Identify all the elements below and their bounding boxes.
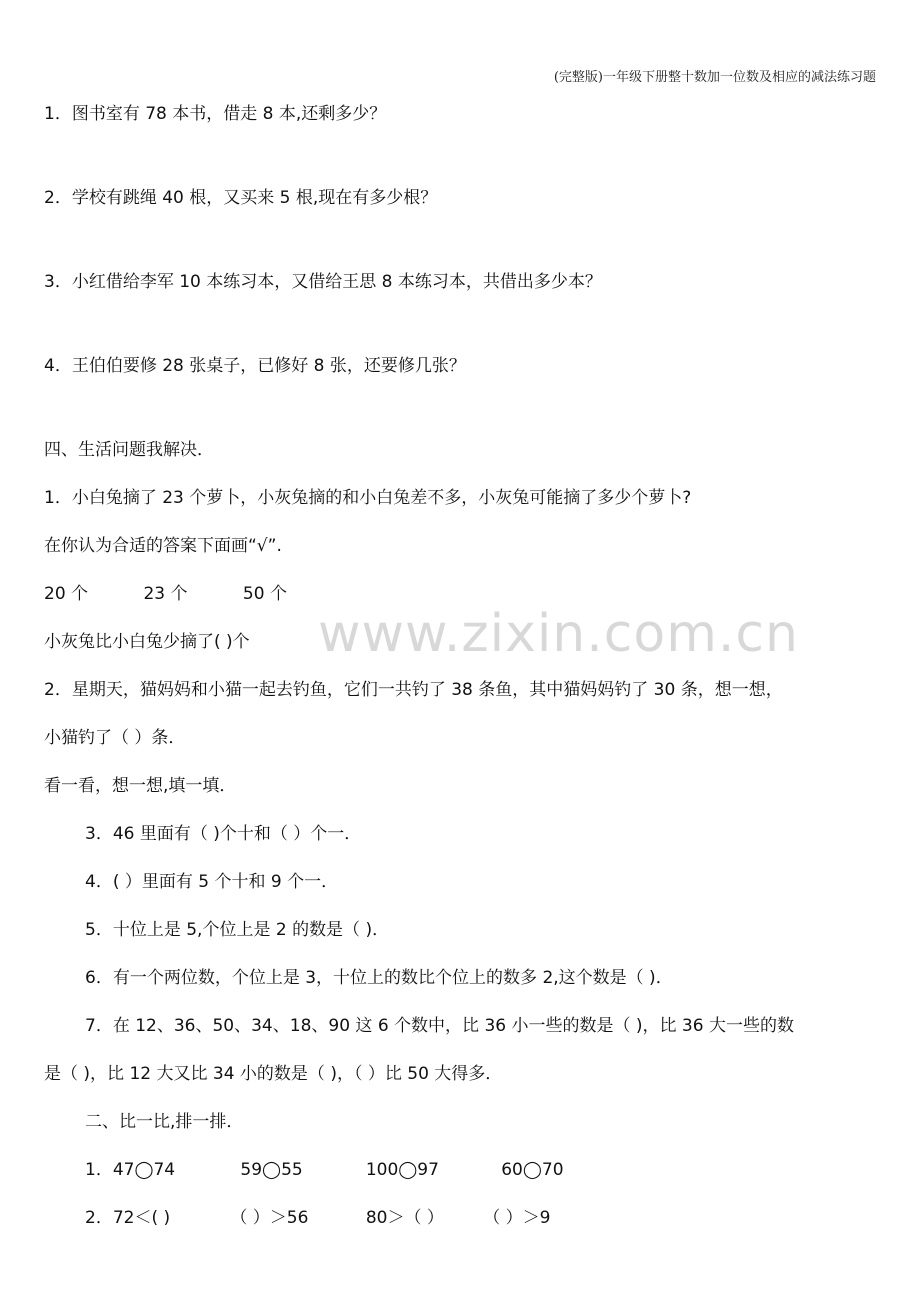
question-jump-ropes: 2．学校有跳绳 40 根，又买来 5 根,现在有多少根？ xyxy=(44,188,438,208)
order-item: （ ）＞9 xyxy=(483,1208,551,1228)
watermark: www.zixin.com.cn xyxy=(318,604,799,664)
answer-options xyxy=(44,582,287,606)
fill-question-4: 4．( ）里面有 5 个十和 9 个一． xyxy=(85,872,339,892)
order-item: 80＞（ ） xyxy=(365,1208,444,1228)
order-item: （ ）＞56 xyxy=(230,1208,309,1228)
option-20[interactable]: 20 个 xyxy=(44,584,89,604)
problem-rabbit-follow: 小灰兔比小白兔少摘了( )个 xyxy=(44,632,250,652)
option-50[interactable]: 50 个 xyxy=(242,584,287,604)
fill-question-6: 6．有一个两位数，个位上是 3，十位上的数比个位上的数多 2,这个数是（ )． xyxy=(85,968,673,988)
problem-rabbit-radishes: 1．小白兔摘了 23 个萝卜，小灰兔摘的和小白兔差不多，小灰兔可能摘了多少个萝卜? xyxy=(44,488,692,508)
fill-question-5: 5．十位上是 5,个位上是 2 的数是（ )． xyxy=(85,920,390,940)
section-title-life-problems: 四、生活问题我解决． xyxy=(44,440,214,460)
section-title-fill: 看一看，想一想,填一填． xyxy=(44,776,237,796)
question-desks: 4．王伯伯要修 28 张桌子，已修好 8 张，还要修几张？ xyxy=(44,356,466,376)
compare-item: 60◯70 xyxy=(501,1160,564,1180)
compare-row-1 xyxy=(85,1158,564,1182)
option-23[interactable]: 23 个 xyxy=(143,584,188,604)
fill-question-3: 3．46 里面有（ )个十和（ ）个一． xyxy=(85,824,362,844)
problem-fishing-line2: 小猫钓了（ ）条． xyxy=(44,728,186,748)
fill-question-7-line2: 是（ )，比 12 大又比 34 小的数是（ )，（ ）比 50 大得多． xyxy=(44,1064,503,1084)
question-library-books: 1．图书室有 78 本书，借走 8 本,还剩多少？ xyxy=(44,104,387,124)
page-header: (完整版)一年级下册整十数加一位数及相应的减法练习题 xyxy=(553,70,876,85)
compare-item: 1．47◯74 xyxy=(85,1160,176,1180)
order-item: 2．72＜( ) xyxy=(85,1208,171,1228)
compare-item: 59◯55 xyxy=(240,1160,303,1180)
section-title-compare: 二、比一比,排一排． xyxy=(85,1112,244,1132)
problem-fishing-line1: 2．星期天，猫妈妈和小猫一起去钓鱼，它们一共钓了 38 条鱼，其中猫妈妈钓了 30 条，想一想， xyxy=(44,680,783,700)
compare-item: 100◯97 xyxy=(365,1160,439,1180)
problem-instruction: 在你认为合适的答案下面画“√”. xyxy=(44,536,282,556)
fill-question-7-line1: 7．在 12、36、50、34、18、90 这 6 个数中，比 36 小一些的数是（ )，比 36 大一些的数 xyxy=(85,1016,794,1036)
question-exercise-books: 3．小红借给李军 10 本练习本，又借给王思 8 本练习本，共借出多少本？ xyxy=(44,272,602,292)
compare-row-2 xyxy=(85,1206,550,1230)
